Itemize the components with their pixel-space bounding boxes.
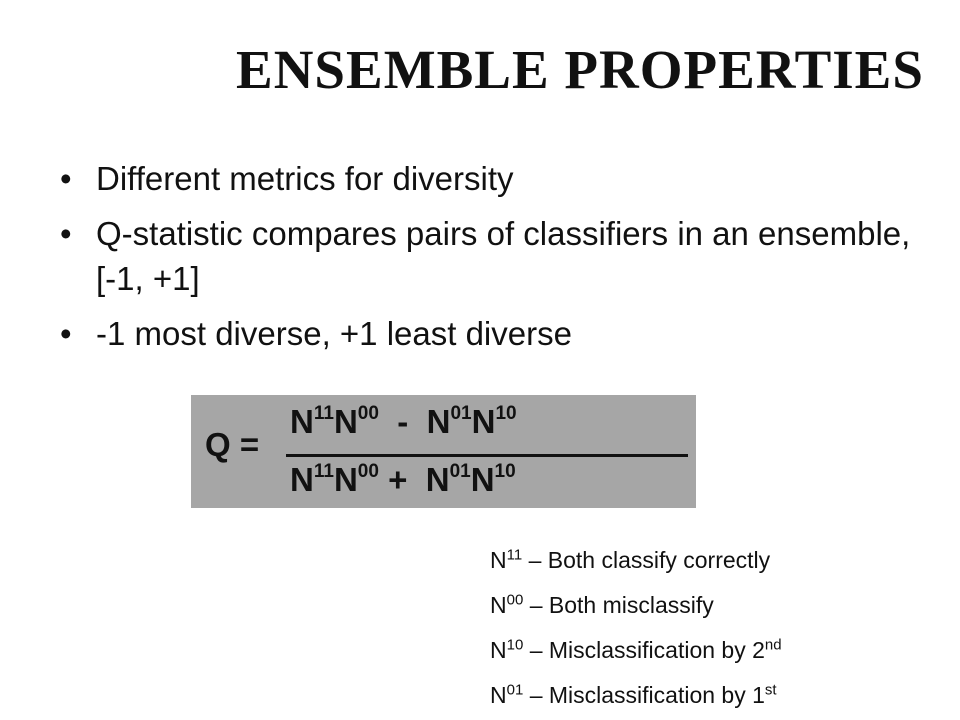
definition-n10: $N^{10}$ – Misclassification by 2nd xyxy=(490,636,782,663)
bullet-list xyxy=(60,156,920,366)
bullet-text: -1 most diverse, +1 least diverse xyxy=(96,315,572,352)
formula-denominator: $N^{11}N^{00} + N^{01}N^{10}$ xyxy=(290,461,516,498)
bullet-dot-icon: • xyxy=(60,160,72,197)
q-statistic-formula xyxy=(191,395,696,508)
slide-title: ENSEMBLE PROPERTIES xyxy=(236,39,924,100)
bullet-item xyxy=(60,156,920,201)
bullet-text: Q-statistic compares pairs of classifiers in an ensemble, [-1, +1] xyxy=(96,215,911,297)
bullet-dot-icon: • xyxy=(60,315,72,352)
definition-n11: $N^{11}$ – Both classify correctly xyxy=(490,546,771,573)
bullet-item xyxy=(60,211,920,301)
definitions-list xyxy=(490,538,782,718)
formula-lhs: Q = xyxy=(205,426,260,463)
definition-n00: $N^{00}$ – Both misclassify xyxy=(490,591,714,618)
bullet-dot-icon: • xyxy=(60,215,72,252)
definition-n01: $N^{01}$ – Misclassification by 1st xyxy=(490,681,777,708)
bullet-item xyxy=(60,311,920,356)
bullet-text: Different metrics for diversity xyxy=(96,160,514,197)
fraction-bar xyxy=(286,454,688,457)
formula-numerator: $N^{11}N^{00} - N^{01}N^{10}$ xyxy=(290,403,517,440)
